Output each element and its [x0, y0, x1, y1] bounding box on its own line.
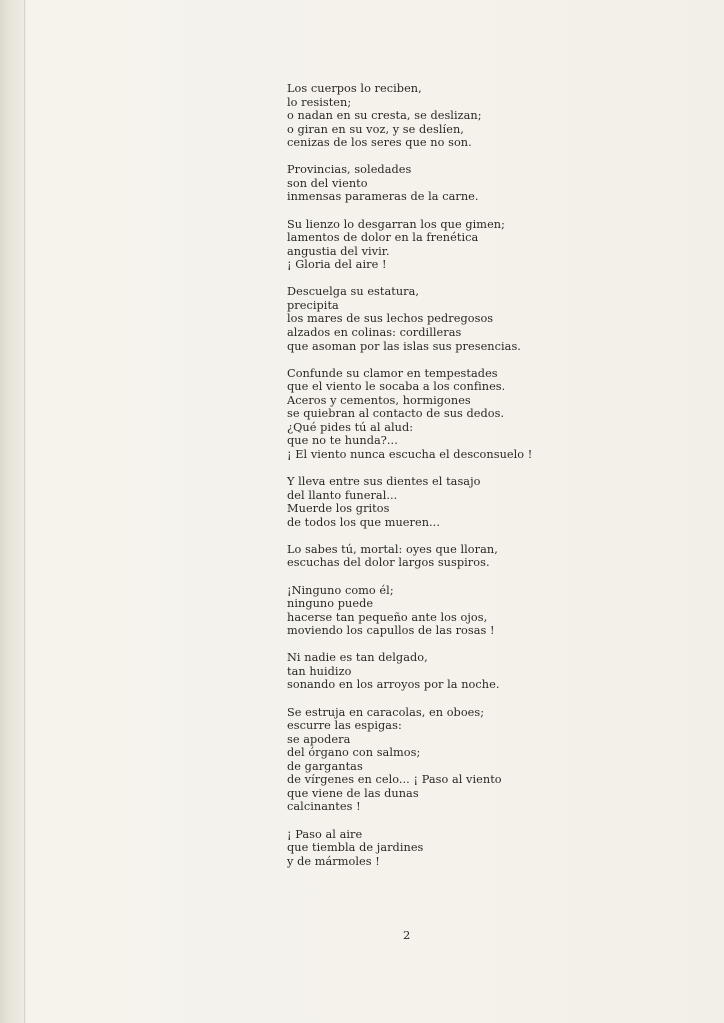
poem-line: Aceros y cementos, hormigones — [287, 393, 471, 407]
poem-stanza — [287, 543, 547, 570]
poem-line: escuchas del dolor largos suspiros. — [287, 556, 490, 570]
poem-line: tan huidizo — [287, 664, 352, 678]
poem-line: que viene de las dunas — [287, 786, 419, 800]
poem-line: ninguno puede — [287, 597, 374, 611]
poem-line: precipita — [287, 298, 339, 312]
poem-body — [287, 82, 547, 882]
poem-line: Se estruja en caracolas, en oboes; — [287, 705, 485, 719]
poem-line: ¡ El viento nunca escucha el desconsuelo ! — [287, 447, 533, 461]
poem-line: y de mármoles ! — [287, 854, 380, 868]
poem-line: Ni nadie es tan delgado, — [287, 651, 428, 665]
poem-line: Muerde los gritos — [287, 502, 390, 516]
poem-stanza — [287, 706, 547, 814]
poem-line: Confunde su clamor en tempestades — [287, 366, 498, 380]
poem-line: se apodera — [287, 732, 351, 746]
poem-line: son del viento — [287, 176, 368, 190]
poem-line: escurre las espigas: — [287, 719, 402, 733]
poem-line: lamentos de dolor en la frenética — [287, 231, 479, 245]
poem-stanza — [287, 82, 547, 150]
poem-line: o nadan en su cresta, se deslizan; — [287, 109, 482, 123]
poem-line: que tiembla de jardines — [287, 841, 424, 855]
poem-line: Y lleva entre sus dientes el tasajo — [287, 475, 481, 489]
page-fold-line — [24, 0, 25, 1023]
poem-stanza — [287, 475, 547, 529]
poem-stanza — [287, 584, 547, 638]
poem-line: inmensas parameras de la carne. — [287, 190, 479, 204]
poem-stanza — [287, 218, 547, 272]
poem-line: que asoman por las islas sus presencias. — [287, 339, 521, 353]
poem-line: Los cuerpos lo reciben, — [287, 82, 422, 95]
poem-line: alzados en colinas: cordilleras — [287, 325, 462, 339]
poem-line: Su lienzo lo desgarran los que gimen; — [287, 217, 505, 231]
poem-stanza — [287, 651, 547, 692]
poem-line: sonando en los arroyos por la noche. — [287, 678, 500, 692]
poem-line: calcinantes ! — [287, 800, 361, 814]
poem-line: se quiebran al contacto de sus dedos. — [287, 407, 505, 421]
poem-stanza — [287, 285, 547, 353]
poem-line: lo resisten; — [287, 95, 352, 109]
poem-line: angustia del vivir. — [287, 244, 390, 258]
poem-line: Provincias, soledades — [287, 163, 412, 177]
poem-line: del órgano con salmos; — [287, 746, 421, 760]
poem-stanza — [287, 367, 547, 462]
poem-line: ¡Ninguno como él; — [287, 583, 394, 597]
poem-line: ¿Qué pides tú al alud: — [287, 420, 414, 434]
poem-line: ¡ Gloria del aire ! — [287, 258, 387, 272]
poem-stanza — [287, 828, 547, 869]
poem-line: que el viento le socaba a los confines. — [287, 380, 506, 394]
poem-line: los mares de sus lechos pedregosos — [287, 312, 494, 326]
poem-line: que no te hunda?... — [287, 434, 398, 448]
poem-line: o giran en su voz, y se deslíen, — [287, 122, 464, 136]
poem-line: hacerse tan pequeño ante los ojos, — [287, 610, 488, 624]
page-number: 2 — [403, 928, 411, 942]
poem-line: de gargantas — [287, 759, 363, 773]
poem-line: Lo sabes tú, mortal: oyes que lloran, — [287, 542, 498, 556]
poem-line: cenizas de los seres que no son. — [287, 136, 472, 150]
poem-line: ¡ Paso al aire — [287, 827, 363, 841]
poem-line: de todos los que mueren... — [287, 515, 440, 529]
poem-line: del llanto funeral... — [287, 488, 398, 502]
poem-stanza — [287, 163, 547, 204]
page-spine-shadow — [0, 0, 26, 1023]
poem-line: moviendo los capullos de las rosas ! — [287, 624, 495, 638]
poem-line: de vírgenes en celo... ¡ Paso al viento — [287, 773, 502, 787]
poem-line: Descuelga su estatura, — [287, 285, 420, 299]
